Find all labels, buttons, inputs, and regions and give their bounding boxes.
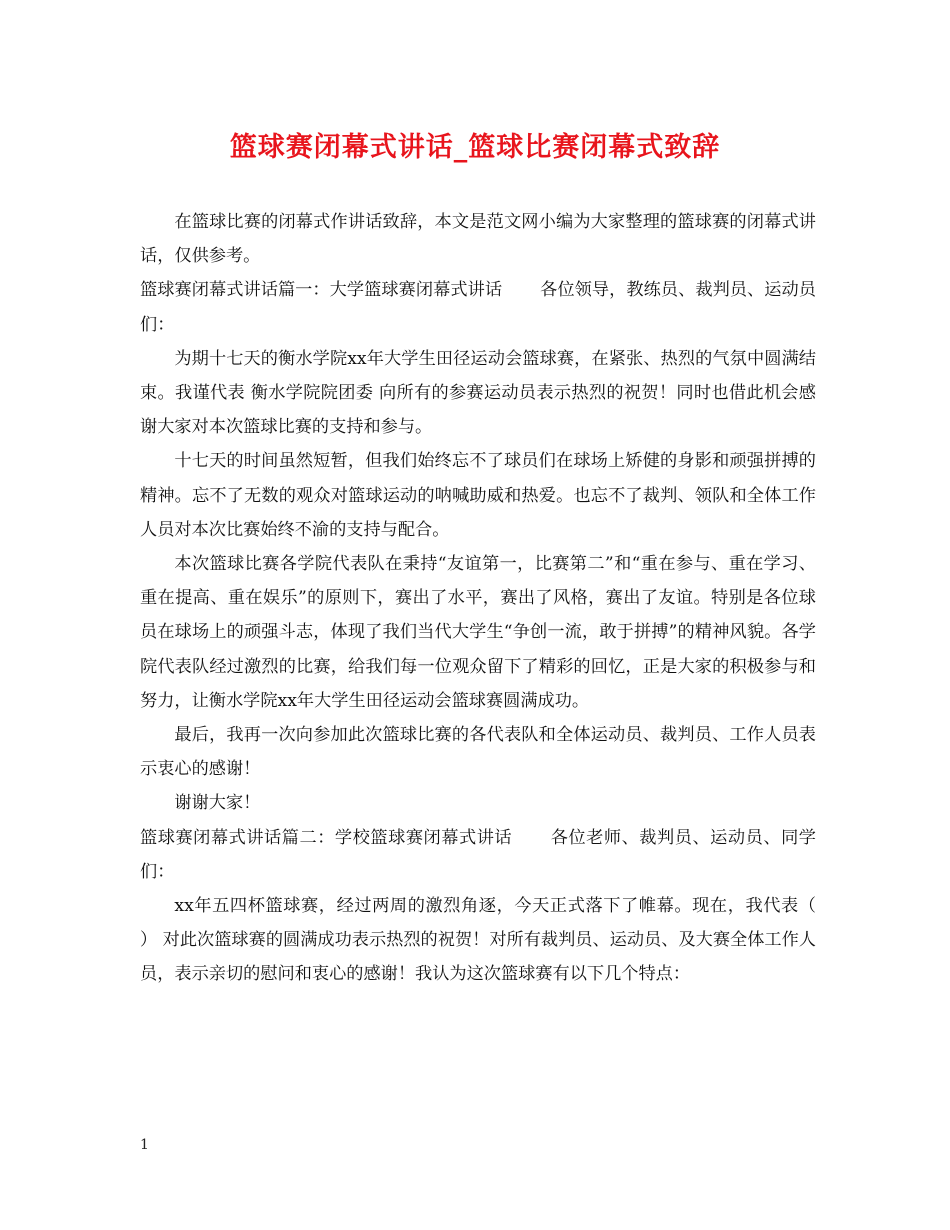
section-one-closing: 谢谢大家！ (174, 793, 261, 814)
section-one-paragraph: 十七天的时间虽然短暂，但我们始终忘不了球员们在球场上矫健的身影和顽强拼搏的精神。忘不了无数的观众对篮球运动的呐喊助威和热爱。也忘不了裁判、领队和全体工作人员对本次比赛始终不渝的支持与配合。 (140, 451, 816, 540)
section-one-paragraph: 最后，我再一次向参加此次篮球比赛的各代表队和全体运动员、裁判员、工作人员表示衷心的感谢！ (140, 725, 816, 780)
section-one-paragraph: 为期十七天的衡水学院xx年大学生田径运动会篮球赛，在紧张、热烈的气氛中圆满结束。我谨代表 衡水学院院团委 向所有的参赛运动员表示热烈的祝贺！同时也借此机会感谢大家对本次篮球比赛的支持和参与。 (140, 348, 816, 438)
section-one-paragraph: 本次篮球比赛各学院代表队在秉持“友谊第一，比赛第二”和“重在参与、重在学习、重在提高、重在娱乐”的原则下，赛出了水平，赛出了风格，赛出了友谊。特别是各位球员在球场上的顽强斗志，体现了我们当代大学生“争创一流，敢于拼搏”的精神风貌。各学院代表队经过激烈的比赛，给我们每一位观众留下了精彩的回忆，正是大家的积极参与和努力，让衡水学院xx年大学生田径运动会篮球赛圆满成功。 (140, 554, 816, 711)
intro-paragraph: 在篮球比赛的闭幕式作讲话致辞，本文是范文网小编为大家整理的篮球赛的闭幕式讲话，仅供参考。 (140, 212, 816, 267)
section-two-paragraph: xx年五四杯篮球赛，经过两周的激烈角逐，今天正式落下了帷幕。现在，我代表（ ） 对此次篮球赛的圆满成功表示热烈的祝贺！对所有裁判员、运动员、及大赛全体工作人员，表示亲切的慰问和衷心的感谢！我认为这次篮球赛有以下几个特点： (140, 896, 816, 985)
section-two-greeting: 各位老师、裁判员、运动员、同学们： (140, 827, 816, 882)
section-one-greeting: 各位领导，教练员、裁判员、运动员们： (140, 280, 816, 335)
section-one-heading-line (140, 273, 816, 341)
section-two-heading-line (140, 821, 816, 889)
document-body (140, 205, 816, 992)
section-two-heading: 篮球赛闭幕式讲话篇二：学校篮球赛闭幕式讲话 (140, 827, 513, 848)
document-title: 篮球赛闭幕式讲话_篮球比赛闭幕式致辞 (229, 132, 721, 163)
section-one-heading: 篮球赛闭幕式讲话篇一：大学篮球赛闭幕式讲话 (140, 280, 503, 301)
page-number: 1 (140, 1137, 149, 1153)
